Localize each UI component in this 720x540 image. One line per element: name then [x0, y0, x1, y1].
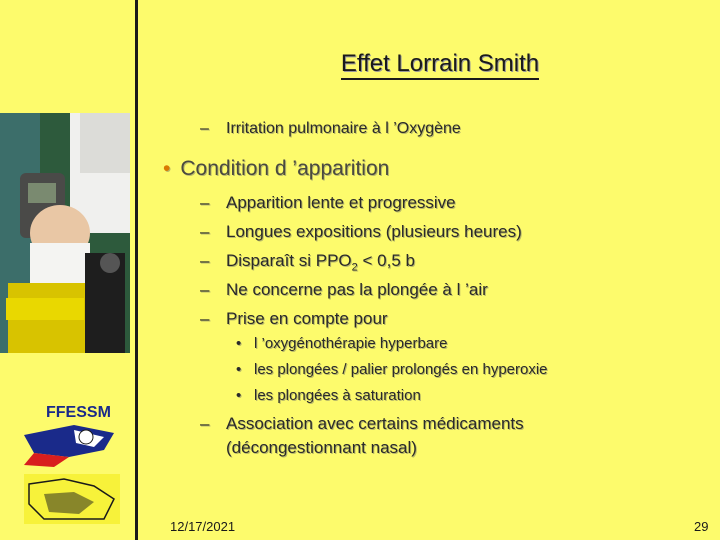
subsubpoint-3: • les plongées à saturation [236, 387, 421, 404]
subsubpoint-2: • les plongées / palier prolongés en hyperoxie [236, 361, 548, 378]
subpoint-association: – Association avec certains médicaments [200, 414, 524, 433]
bullet-dot-icon: • [163, 157, 171, 180]
slide-number: 29 [694, 519, 709, 534]
subpoint-irritation: – Irritation pulmonaire à l ’Oxygène [200, 120, 461, 137]
club-logo [24, 474, 120, 524]
subpoint-association-cont: (décongestionnant nasal) [226, 438, 417, 457]
subpoint-1: – Apparition lente et progressive [200, 193, 456, 212]
slide-title: Effet Lorrain Smith [300, 50, 580, 78]
subpoint-3: – Disparaît si $PPO_2 < 0,5$ b [200, 251, 415, 274]
ffessm-logo-text: FFESSM [46, 404, 111, 421]
subpoint-5: – Prise en compte pour [200, 309, 388, 328]
ffessm-logo [14, 395, 130, 475]
vertical-divider [135, 0, 138, 540]
nitrox-tank-photo [0, 113, 130, 353]
slide-date: 12/17/2021 [170, 519, 236, 534]
bullet-condition: • Condition d ’apparition [163, 157, 390, 180]
subsubpoint-1: • l ’oxygénothérapie hyperbare [236, 335, 448, 352]
subpoint-2: – Longues expositions (plusieurs heures) [200, 222, 522, 241]
subpoint-4: – Ne concerne pas la plongée à l ’air [200, 280, 488, 299]
